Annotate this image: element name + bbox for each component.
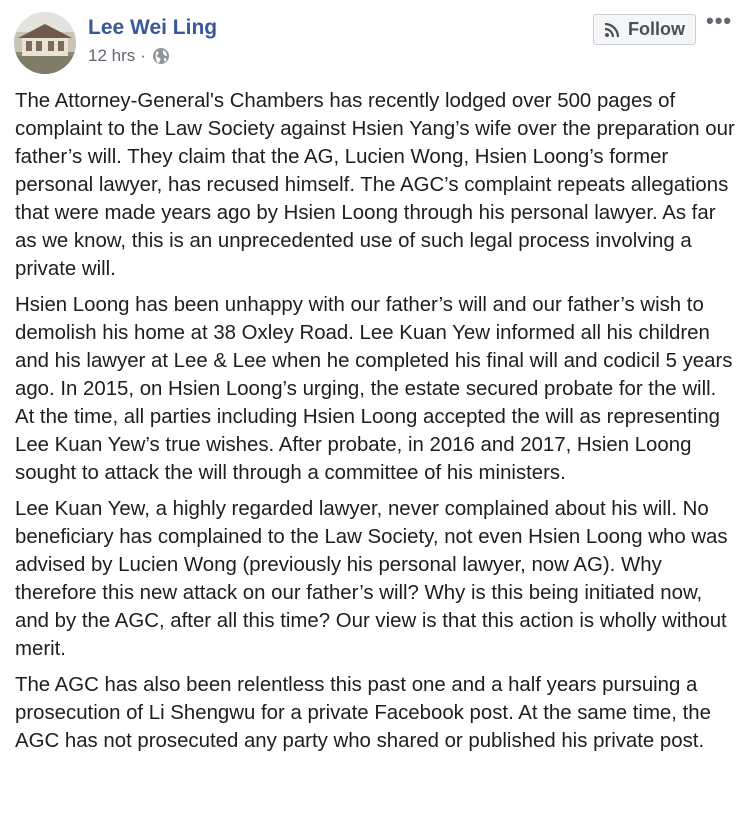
post-paragraph: Hsien Loong has been unhappy with our father’s will and our father’s wish to demolish his home at 38 Oxley Road. Lee Kuan Yew informed all his children and his lawyer at Lee & Lee when he completed his final will and codicil 5 years ago. In 2015, on Hsien Loong’s urging, the estate secured probate for the will. At the time, all parties including Hsien Loong accepted the will as representing Lee Kuan Yew’s true wishes. After probate, in 2016 and 2017, Hsien Loong sought to attack the will through a committee of his ministers. <box>15 294 733 484</box>
post-paragraph: The Attorney-General's Chambers has recently lodged over 500 pages of complaint to the Law Society against Hsien Yang’s wife over the preparation our father’s will. They claim that the AG, Lucien Wong, Hsien Loong’s former personal lawyer, has recused himself. The AGC’s complaint repeats allegations that were made years ago by Hsien Loong through his personal lawyer. As far as we know, this is an unprecedented use of such legal process involving a private will. <box>15 90 735 280</box>
author-name[interactable]: Lee Wei Ling <box>88 16 218 39</box>
post-body <box>15 87 739 763</box>
avatar[interactable] <box>14 12 76 74</box>
post-paragraph: The AGC has also been relentless this past one and a half years pursuing a prosecution of Li Shengwu for a private Facebook post. At the same time, the AGC has not prosecuted any party who shared or published his private post. <box>15 674 711 752</box>
more-options-icon[interactable]: ••• <box>706 8 733 33</box>
post-timestamp[interactable]: 12 hrs <box>88 46 136 65</box>
follow-button[interactable] <box>593 14 696 45</box>
post-paragraph: Lee Kuan Yew, a highly regarded lawyer, never complained about his will. No beneficiary has complained to the Law Society, not even Hsien Loong who was advised by Lucien Wong (previously his personal lawyer, now AG). Why therefore this new attack on our father’s will? Why is this being initiated now, and by the AGC, after all this time? Our view is that this action is wholly without merit. <box>15 498 728 660</box>
globe-icon[interactable] <box>152 47 170 65</box>
follow-label: Follow <box>628 19 685 39</box>
meta-separator: · <box>140 46 146 65</box>
post-meta <box>88 46 170 66</box>
rss-icon <box>604 22 620 38</box>
